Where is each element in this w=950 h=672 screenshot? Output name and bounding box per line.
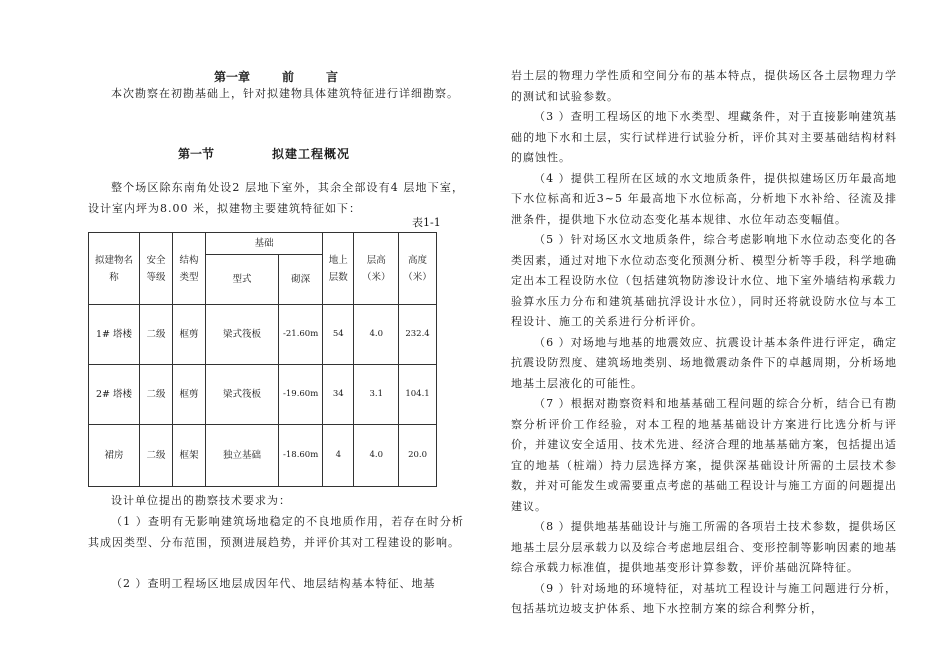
cell-name: 2# 塔楼	[89, 365, 140, 425]
cell-name: 1# 塔楼	[89, 305, 140, 365]
section-number: 第一节	[178, 147, 215, 161]
header-structure: 结构类型	[173, 233, 206, 305]
right-item-4: （4 ）提供工程所在区域的水文地质条件，提供拟建场区历年最高地下水位标高和近3~5 年最高地下水位标高，分析地下水补给、径流及排泄条件，提供地下水位动态变化基本规律、水位年动态变幅值。	[511, 171, 897, 226]
cell-name: 裙房	[89, 425, 140, 487]
right-column	[511, 66, 897, 620]
cell-depth: -19.60m	[279, 365, 323, 425]
header-floor-height: 层高（米）	[354, 233, 399, 305]
cell-floors: 34	[323, 365, 354, 425]
building-features-table	[88, 232, 437, 487]
cell-floor-height: 3.1	[354, 365, 399, 425]
overview-paragraph: 整个场区除东南角处设2 层地下室外，其余全部设有4 层地下室，设计室内坪为8.00 米，拟建物主要建筑特征如下：	[88, 181, 464, 215]
right-item-7: （7 ）根据对勘察资料和地基基础工程问题的综合分析，结合已有勘察分析评价工作经验，对本工程的地基基础设计方案进行比选分析与评价，并建议安全适用、技术先进、经济合理的地基基础方案，包括提出适宜的地基（桩端）持力层选择方案，提供深基础设计所需的土层技术参数，并对可能发生或需要重点考虑的基础工程设计与施工方面的问题提出建议。	[511, 397, 897, 513]
cell-safety: 二级	[140, 365, 173, 425]
section-title: 拟建工程概况	[272, 147, 351, 161]
header-foundation: 基础	[206, 233, 323, 255]
header-safety: 安全等级	[140, 233, 173, 305]
cell-safety: 二级	[140, 305, 173, 365]
cell-structure: 框剪	[173, 365, 206, 425]
table-row	[89, 305, 437, 365]
chapter-prefix: 第一章	[213, 70, 250, 84]
cell-floor-height: 4.0	[354, 425, 399, 487]
cell-safety: 二级	[140, 425, 173, 487]
chapter-word-2: 言	[326, 70, 339, 84]
table-label: 表1-1	[412, 216, 441, 229]
table-row	[89, 365, 437, 425]
cell-total-height: 20.0	[399, 425, 437, 487]
chapter-title	[88, 68, 464, 85]
header-floors: 地上层数	[323, 233, 354, 305]
left-item-2: （2 ）查明工程场区地层成因年代、地层结构基本特征、地基	[111, 577, 436, 590]
cell-type: 梁式筏板	[206, 305, 279, 365]
intro-paragraph: 本次勘察在初勘基础上，针对拟建物具体建筑特征进行详细勘察。	[111, 87, 459, 100]
cell-floor-height: 4.0	[354, 305, 399, 365]
right-item-8: （8 ）提供地基基础设计与施工所需的各项岩土技术参数，提供场区地基土层分层承载力以及综合考虑地层组合、变形控制等影响因素的地基综合承载力标准值，提供地基变形计算参数，评价基础沉降特征。	[511, 520, 897, 574]
cell-depth: -18.60m	[279, 425, 323, 487]
cell-total-height: 232.4	[399, 305, 437, 365]
cell-type: 独立基础	[206, 425, 279, 487]
cell-depth: -21.60m	[279, 305, 323, 365]
right-item-5: （5 ）针对场区水文地质条件，综合考虑影响地下水位动态变化的各类因素，通过对地下水位动态变化预测分析、模型分析等手段，科学地确定出本工程设防水位（包括建筑物防渗设计水位、地下室外墙结构承载力验算水压力分布和建筑基础抗浮设计水位），同时还将就设防水位与本工程设计、施工的关系进行分析评价。	[511, 233, 897, 328]
header-depth: 砌深	[279, 255, 323, 305]
header-type: 型式	[206, 255, 279, 305]
requirements-intro: 设计单位提出的勘察技术要求为：	[111, 494, 291, 507]
header-name: 拟建物名称	[89, 233, 140, 305]
cell-total-height: 104.1	[399, 365, 437, 425]
table-row	[89, 425, 437, 487]
left-item-1: （1 ）查明有无影响建筑场地稳定的不良地质作用，若存在时分析其成因类型、分布范围，预测进展趋势，并评价其对工程建设的影响。	[88, 515, 464, 549]
right-item-3: （3 ）查明工程场区的地下水类型、埋藏条件，对于直接影响建筑基础的地下水和土层，实行试样进行试验分析，评价其对主要基础结构材料的腐蚀性。	[511, 110, 897, 164]
cell-type: 梁式筏板	[206, 365, 279, 425]
right-item-6: （6 ）对场地与地基的地震效应、抗震设计基本条件进行评定，确定抗震设防烈度、建筑场地类别、场地微震动条件下的卓越周期，分析场地地基土层液化的可能性。	[511, 335, 897, 390]
cell-floors: 54	[323, 305, 354, 365]
cell-structure: 框剪	[173, 305, 206, 365]
right-continued: 岩土层的物理力学性质和空间分布的基本特点，提供场区各土层物理力学的测试和试验参数。	[511, 69, 897, 103]
chapter-word-1: 前	[281, 70, 294, 84]
header-total-height: 高度（米）	[399, 233, 437, 305]
right-item-9: （9 ）针对场地的环境特征，对基坑工程设计与施工问题进行分析，包括基坑边坡支护体系、地下水控制方案的综合利弊分析，	[511, 581, 897, 615]
cell-structure: 框架	[173, 425, 206, 487]
cell-floors: 4	[323, 425, 354, 487]
